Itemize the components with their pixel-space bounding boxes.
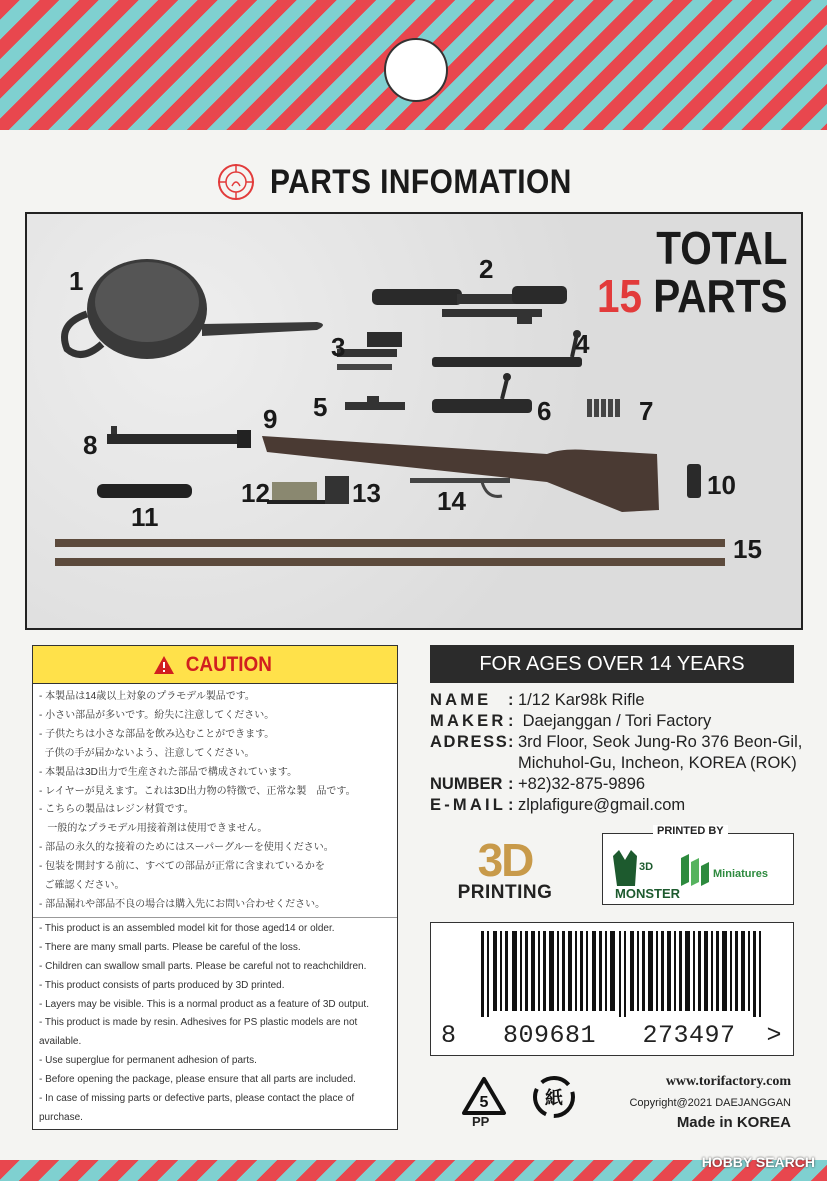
caution-jp-line: - 子供たちは小さな部品を飲み込むことができます。 <box>39 728 275 740</box>
3d-printing-logo <box>440 834 570 906</box>
caution-jp-line: 一般的なプラモデル用接着剤は使用できません。 <box>39 823 268 835</box>
part-number: 9 <box>263 404 278 434</box>
caution-en-line: - This product consists of parts produced by 3D printed. <box>39 979 285 991</box>
info-value <box>516 732 810 774</box>
info-key: ADRESS <box>430 733 509 751</box>
caution-en-line: - In case of missing parts or defective parts, please contact the place of purchase. <box>39 1093 355 1123</box>
recycle-code: 5 <box>479 1094 489 1111</box>
part-scope <box>372 286 567 324</box>
monster-badge-text: 3D <box>639 861 654 873</box>
info-key: MAKER <box>430 712 507 730</box>
website-link[interactable]: www.torifactory.com <box>665 1074 791 1089</box>
part-number: 3 <box>331 332 346 362</box>
info-key: NUMBER <box>430 775 503 793</box>
caution-jp-line: - 小さい部品が多いです。紛失に注意してください。 <box>39 709 275 721</box>
barcode <box>430 922 794 1056</box>
part-barrel <box>107 426 251 448</box>
info-value: +82)32-875-9896 <box>518 775 646 793</box>
product-info <box>430 690 810 816</box>
part-sight <box>337 332 402 370</box>
printed-by-box <box>602 825 794 905</box>
total-line1: TOTAL <box>655 222 787 274</box>
part-number: 1 <box>69 266 84 296</box>
part-number: 2 <box>479 254 494 284</box>
miniatures-logo-icon <box>679 852 711 888</box>
info-key: NAME <box>430 691 492 709</box>
part-rods <box>55 539 725 566</box>
miniatures-brand-text: Miniatures <box>713 868 769 880</box>
part-number: 14 <box>437 486 466 516</box>
caution-jp-line: 子供の手が届かないよう、注意してください。 <box>39 747 255 759</box>
part-number: 6 <box>537 396 552 426</box>
part-number: 15 <box>733 534 762 564</box>
info-row-maker: MAKER : Daejanggan / Tori Factory <box>430 711 810 732</box>
paper-char: 紙 <box>545 1088 563 1109</box>
info-row-name: NAME : 1/12 Kar98k Rifle <box>430 690 810 711</box>
paper-recycle-icon <box>530 1073 578 1121</box>
total-line2 <box>596 270 787 323</box>
part-number: 4 <box>575 329 590 359</box>
hang-hole <box>384 38 448 102</box>
printed-by-label: PRINTED BY <box>653 825 728 837</box>
page-title: PARTS INFOMATION <box>270 162 572 201</box>
caution-jp-line: - レイヤーが見えます。これは3D出力物の特徴で、正常な製 品です。 <box>39 785 356 797</box>
part-number: 13 <box>352 478 381 508</box>
caution-title: CAUTION <box>185 652 273 676</box>
info-row-adress: ADRESS : 3rd Floor, Seok Jung-Ro 376 Beon-Gil, Michuhol-Gu, Incheon, KOREA (ROK) <box>430 732 810 774</box>
part-number: 7 <box>639 396 654 426</box>
total-parts-word: PARTS <box>652 270 787 323</box>
caution-en-line: - Layers may be visible. This is a normal product as a feature of 3D output. <box>39 998 369 1010</box>
info-row-email: E-MAIL : zlplafigure@gmail.com <box>430 795 810 816</box>
part-bolt-4 <box>432 330 582 367</box>
3d-text: 3D <box>477 834 533 886</box>
caution-en-line: - Before opening the package, please ensure that all parts are included. <box>39 1074 356 1086</box>
caution-jp-line: - 部品漏れや部品不良の場合は購入先にお問い合わせください。 <box>39 898 326 910</box>
caution-jp-line: ご確認ください。 <box>39 880 125 892</box>
address-line: 3rd Floor, Seok Jung-Ro 376 Beon-Gil, <box>518 733 803 751</box>
part-13 <box>325 476 349 504</box>
caution-header <box>33 646 397 684</box>
total-count: 15 <box>596 270 642 323</box>
part-bolt-6 <box>432 373 532 413</box>
caution-divider <box>33 917 397 918</box>
copyright: Copyright@2021 DAEJANGGAN <box>629 1097 791 1109</box>
warning-triangle-icon <box>153 655 175 675</box>
info-key: E-MAIL <box>430 796 507 814</box>
part-number: 12 <box>241 478 270 508</box>
caution-jp-line: - こちらの製品はレジン材質です。 <box>39 804 194 816</box>
made-in: Made in KOREA <box>676 1114 791 1131</box>
part-12 <box>267 482 327 504</box>
section-header <box>0 158 827 206</box>
caution-en-line: - This product is an assembled model kit for those aged14 or older. <box>39 922 335 934</box>
watermark: HOBBY SEARCH <box>701 1154 815 1170</box>
part-buttplate <box>687 464 701 498</box>
target-logo-icon <box>214 160 258 204</box>
caution-box <box>32 645 398 1130</box>
caution-en-line: - There are many small parts. Please be careful of the loss. <box>39 941 301 953</box>
monster-logo-icon <box>609 846 680 902</box>
info-value: zlplafigure@gmail.com <box>518 796 686 814</box>
part-suppressor <box>97 484 192 498</box>
monster-brand-text: MONSTER <box>615 886 680 901</box>
address-line: Michuhol-Gu, Incheon, KOREA (ROK) <box>518 754 797 772</box>
caution-body <box>33 684 397 1128</box>
part-number: 11 <box>131 502 159 532</box>
part-pan <box>65 259 324 359</box>
caution-jp-line: - 本製品は3D出力で生産された部品で構成されています。 <box>39 766 298 778</box>
info-value: 1/12 Kar98k Rifle <box>518 691 645 709</box>
recycle-label: PP <box>472 1114 490 1129</box>
part-number: 8 <box>83 430 98 460</box>
caution-jp-line: - 包装を開封する前に、すべての部品が正常に含まれているかを <box>39 861 325 873</box>
caution-en-line: - Children can swallow small parts. Please be careful not to reachchildren. <box>39 960 367 972</box>
caution-en-line: - This product is made by resin. Adhesives for PS plastic models are not available. <box>39 1017 358 1048</box>
part-5 <box>345 396 405 410</box>
caution-jp-line: - 本製品は14歳以上対象のプラモデル製品です。 <box>39 691 255 702</box>
info-row-number: NUMBER : +82)32-875-9896 <box>430 774 810 795</box>
part-number: 10 <box>707 470 736 500</box>
barcode-bars <box>481 931 781 1017</box>
age-banner: FOR AGES OVER 14 YEARS <box>430 645 794 683</box>
caution-en-line: - Use superglue for permanent adhesion of parts. <box>39 1055 257 1067</box>
total-parts-label <box>597 224 787 321</box>
info-value: Daejanggan / Tori Factory <box>518 712 712 730</box>
parts-photo-panel <box>25 212 803 630</box>
part-clip <box>587 399 620 417</box>
barcode-digits: 8 809681 273497 > <box>441 1021 783 1050</box>
printing-text: PRINTING <box>457 882 553 903</box>
caution-jp-line: - 部品の永久的な接着のためにはスーパーグルーを使用ください。 <box>39 842 334 854</box>
part-number: 5 <box>313 392 328 422</box>
